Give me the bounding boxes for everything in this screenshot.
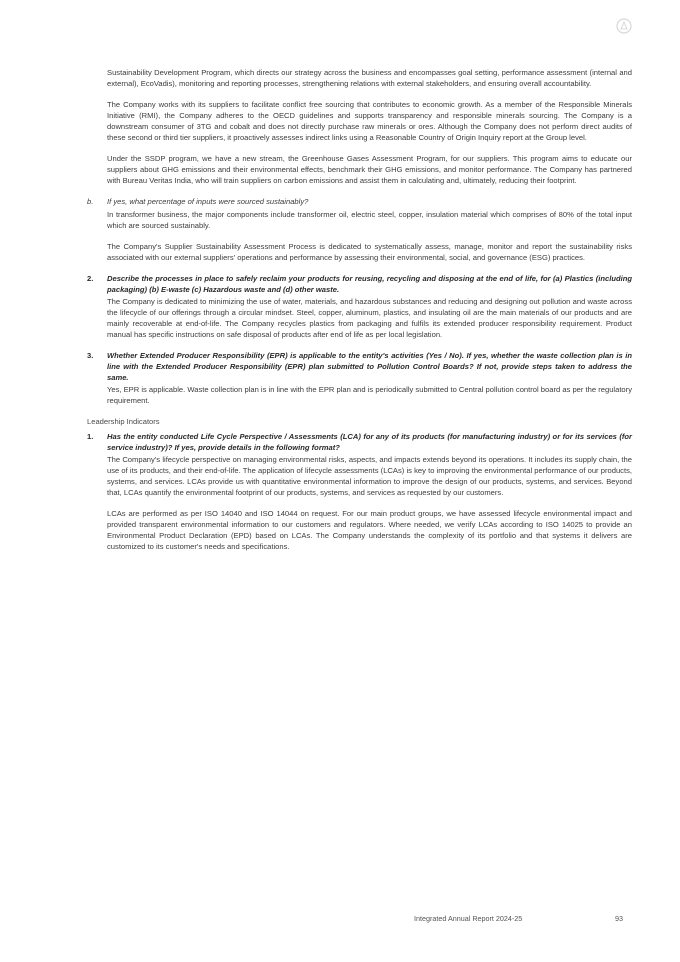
paragraph-sustainability-program: Sustainability Development Program, which directs our strategy across the business and encompasses goal setting, performance assessment (internal and external), EcoVadis), monitoring and reporting processes, strengthening relations with external stakeholders, and ensuring overall accountability. xyxy=(107,68,632,88)
question-number: 1. xyxy=(87,432,94,441)
paragraph-ghg-assessment: Under the SSDP program, we have a new stream, the Greenhouse Gases Assessment Program, for our suppliers. This program aims to educate our suppliers about GHG emissions and their environmental effects, benchmark their GHG emissions, and monitor performance. The Company has partnered with Bureau Veritas India, who will train suppliers on carbon emissions and assist them in calculating and, ultimately, reducing their footprint. xyxy=(107,154,632,185)
question-3 xyxy=(87,350,632,383)
question-text: Describe the processes in place to safely reclaim your products for reusing, recycling and disposing at the end of life, for (a) Plastics (including packaging) (b) E-waste (c) Hazardous waste and (d) other waste. xyxy=(107,274,632,294)
answer-3: Yes, EPR is applicable. Waste collection plan is in line with the EPR plan and is periodically submitted to Central pollution control board as per the regulatory requirement. xyxy=(107,385,632,405)
question-text: Has the entity conducted Life Cycle Perspective / Assessments (LCA) for any of its products (for manufacturing industry) or for its services (for service industry)? If yes, provide details in the following format? xyxy=(107,432,632,452)
section-heading-leadership: Leadership Indicators xyxy=(87,417,160,426)
leadership-answer-lifecycle: The Company's lifecycle perspective on managing environmental risks, aspects, and impacts extends beyond its operations. It includes its supply chain, the use of its products, and their end-of-life. The application of lifecycle assessments (LCAs) is key to improving the environmental performance of our products, systems, and services. LCAs provide us with quantitative environmental information to improve the design of our products, systems, and services. Beyond that, LCAs quantify the environmental footprint of our products, systems, and services as requested by our customers. xyxy=(107,455,632,497)
sub-question-text: If yes, what percentage of inputs were sourced sustainably? xyxy=(107,197,309,206)
report-content xyxy=(87,67,632,562)
sub-answer-transformer: In transformer business, the major components include transformer oil, electric steel, copper, insulation material which comprises of 80% of the total input which are sourced sustainably. xyxy=(107,210,632,230)
leadership-question-1 xyxy=(87,431,632,453)
page-number: 93 xyxy=(615,914,623,923)
question-number: 2. xyxy=(87,274,94,283)
leadership-answer-iso: LCAs are performed as per ISO 14040 and ISO 14044 on request. For our main product groups, we have assessed lifecycle environmental impact and provided transparent environmental information to our customers and regulators. Where needed, we verify LCAs according to ISO 14025 to provide an Environmental Product Declaration (EPD) based on LCAs. The Company understands the complexity of its portfolio and that systems it delivers are customized to its customer's needs and specifications. xyxy=(107,509,632,551)
question-number: 3. xyxy=(87,351,94,360)
question-2 xyxy=(87,273,632,295)
paragraph-conflict-free-sourcing: The Company works with its suppliers to facilitate conflict free sourcing that contributes to economic growth. As a member of the Responsible Minerals Initiative (RMI), the Company adheres to the OECD guidelines and supports transparency and responsible minerals sourcing. The Company is a downstream consumer of 3TG and cobalt and does not directly purchase raw minerals or ores. Although the Company does not perform direct audits of these second or third tier suppliers, it proactively assesses indirect links using a Reasonable Country of Origin Inquiry report at the Group level. xyxy=(107,100,632,142)
footer-report-title: Integrated Annual Report 2024-25 xyxy=(414,914,523,923)
sub-question-marker: b. xyxy=(87,197,94,206)
company-logo-icon xyxy=(616,18,632,34)
question-text: Whether Extended Producer Responsibility (EPR) is applicable to the entity's activities (Yes / No). If yes, whether the waste collection plan is in line with the Extended Producer Responsibility (EPR) plan submitted to Pollution Control Boards? If not, provide steps taken to address the same. xyxy=(107,351,632,382)
sub-question-b xyxy=(87,196,632,207)
answer-2: The Company is dedicated to minimizing the use of water, materials, and hazardous substances and reducing and designing out pollution and waste across the lifecycle of our offerings through a circular mindset. Steel, copper, aluminum, plastics, and insulating oil are the main materials of our products and are mainly recoverable at end-of-life. The Company recycles plastics from packaging and fulfils its extended producer responsibility requirement. Product manual has specific instructions on safe disposal of products after end of life as per local legislation. xyxy=(107,297,632,339)
sub-answer-supplier-assessment: The Company's Supplier Sustainability Assessment Process is dedicated to systematically assess, manage, monitor and report the sustainability risks associated with our external suppliers' operations and performance by assessing their environmental, social, and governance (ESG) practices. xyxy=(107,242,632,262)
